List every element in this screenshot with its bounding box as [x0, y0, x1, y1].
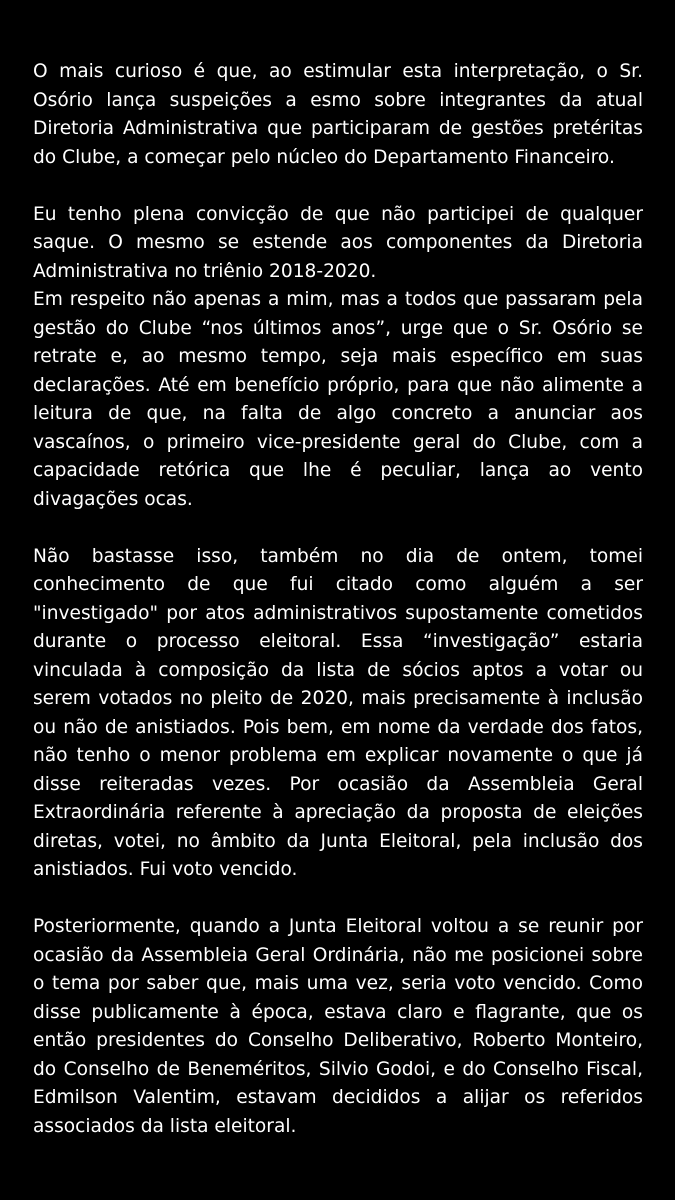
paragraph-investigacao: Não bastasse isso, também no dia de ontem, tomei conhecimento de que fui citado como alguém a ser "investigado" por atos administrativos supostamente cometidos durante o processo eleitoral. Essa “investigação” estaria vinculada à composição da lista de sócios aptos a votar ou serem votados no pleito de 2020, mais precisamente à inclusão ou não de anistiados. Pois bem, em nome da verdade dos fatos, não tenho o menor problema em explicar novamente o que já disse reiteradas vezes. Por ocasião da Assembleia Geral Extraordinária referente à apreciação da proposta de eleições diretas, votei, no âmbito da Junta Eleitoral, pela inclusão dos anistiados. Fui voto vencido. [33, 545, 643, 880]
paragraph-spacer [33, 172, 643, 201]
paragraph-posteriormente: Posteriormente, quando a Junta Eleitoral voltou a se reunir por ocasião da Assembleia Geral Ordinária, não me posicionei sobre o tema por saber que, mais uma vez, seria voto vencido. Como disse publicamente à época, estava claro e flagrante, que os então presidentes do Conselho Deliberativo, Roberto Monteiro, do Conselho de Beneméritos, Silvio Godoi, e do Conselho Fiscal, Edmilson Valentim, estavam decididos a alijar os referidos associados da lista eleitoral. [33, 916, 643, 1137]
paragraph-spacer [33, 885, 643, 914]
paragraph-suspeicoes: O mais curioso é que, ao estimular esta interpretação, o Sr. Osório lança suspeições a esmo sobre integrantes da atual Diretoria Administrativa que participaram de gestões pretéritas do Clube, a começar pelo núcleo do Departamento Financeiro. [33, 61, 643, 168]
paragraph-spacer [33, 514, 643, 543]
document-body [33, 58, 643, 1141]
paragraph-respeito: Em respeito não apenas a mim, mas a todos que passaram pela gestão do Clube “nos últimos anos”, urge que o Sr. Osório se retrate e, ao mesmo tempo, seja mais específico em suas declarações. Até em benefício próprio, para que não alimente a leitura de que, na falta de algo concreto a anunciar aos vascaínos, o primeiro vice-presidente geral do Clube, com a capacidade retórica que lhe é peculiar, lança ao vento divagações ocas. [33, 289, 643, 510]
paragraph-conviccao: Eu tenho plena convicção de que não participei de qualquer saque. O mesmo se estende aos componentes da Diretoria Administrativa no triênio 2018-2020. [33, 203, 643, 282]
